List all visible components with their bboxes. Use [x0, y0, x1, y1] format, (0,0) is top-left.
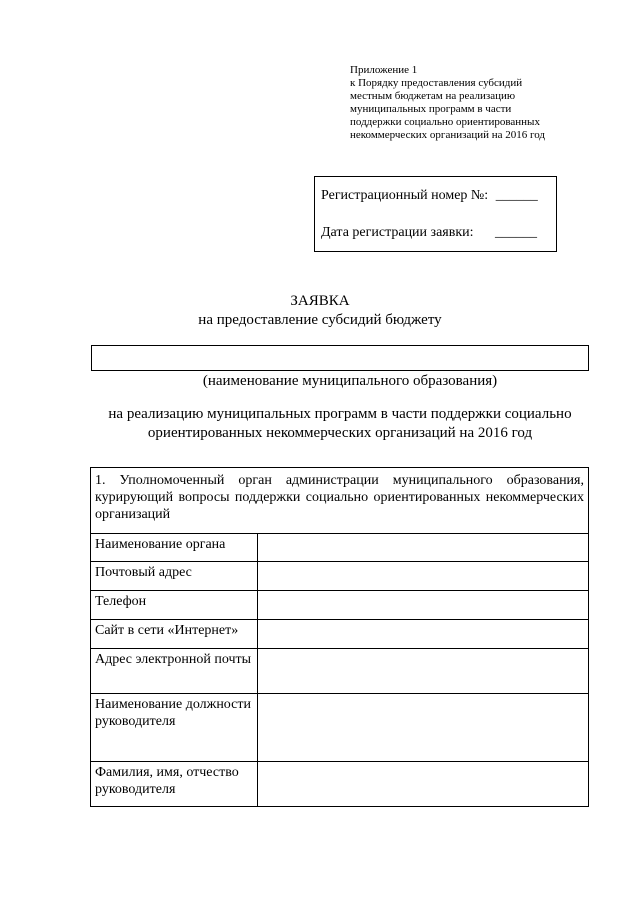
appendix-block [350, 64, 635, 142]
appendix-line: поддержки социально ориентированных [350, 116, 540, 128]
table-row [91, 620, 589, 649]
authority-table [90, 467, 589, 807]
row-label: Почтовый адрес [91, 562, 258, 591]
row-value-field[interactable] [257, 562, 588, 591]
table-row [91, 562, 589, 591]
row-value-field[interactable] [257, 534, 588, 562]
appendix-line: некоммерческих организаций на 2016 год [350, 129, 546, 141]
table-row [91, 649, 589, 694]
table-row [91, 762, 589, 807]
row-value-field[interactable] [257, 591, 588, 620]
registration-date-line [321, 225, 537, 241]
table-header-row [91, 468, 589, 534]
appendix-line: муниципальных программ в части [350, 103, 512, 115]
row-value-field[interactable] [257, 762, 588, 807]
table-row [91, 591, 589, 620]
row-value-field[interactable] [257, 694, 588, 762]
purpose-text [90, 405, 590, 443]
row-value-field[interactable] [257, 649, 588, 694]
table-row [91, 534, 589, 562]
document-subtitle: на предоставление субсидий бюджету [198, 312, 442, 328]
appendix-line: к Порядку предоставления субсидий [350, 77, 523, 89]
row-label: Наименование должности руководителя [91, 694, 258, 762]
registration-box [314, 176, 557, 252]
municipality-name-field[interactable] [91, 345, 589, 371]
registration-number-label: Регистрационный номер №: [321, 188, 489, 203]
municipality-caption: (наименование муниципального образования) [202, 373, 498, 389]
appendix-line: местным бюджетам на реализацию [350, 90, 516, 102]
row-value-field[interactable] [257, 620, 588, 649]
registration-number-field[interactable]: ______ [495, 188, 538, 203]
purpose-line: ориентированных некоммерческих организаций на 2016 год [147, 425, 533, 441]
purpose-line: на реализацию муниципальных программ в части поддержки социально [108, 406, 572, 422]
document-title: ЗАЯВКА [290, 293, 350, 309]
section-header: 1. Уполномоченный орган администрации муниципального образования, курирующий вопросы поддержки социально ориентированных некоммерческих организаций [91, 468, 589, 534]
row-label: Наименование органа [91, 534, 258, 562]
registration-number-line [321, 188, 538, 204]
row-label: Телефон [91, 591, 258, 620]
registration-date-label: Дата регистрации заявки: [321, 225, 474, 240]
row-label: Сайт в сети «Интернет» [91, 620, 258, 649]
row-label: Фамилия, имя, отчество руководителя [91, 762, 258, 807]
table-row [91, 694, 589, 762]
row-label: Адрес электронной почты [91, 649, 258, 694]
registration-date-field[interactable]: ______ [495, 225, 538, 240]
appendix-line: Приложение 1 [350, 64, 418, 76]
